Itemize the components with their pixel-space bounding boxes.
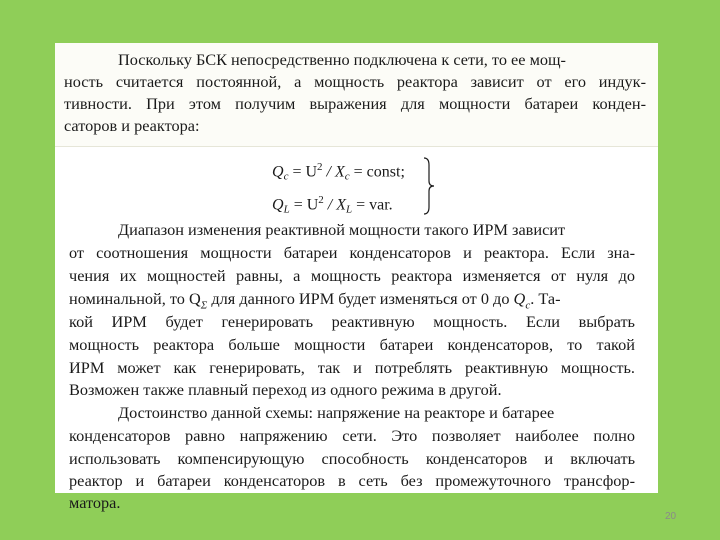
body-line: мощность реактора больше мощности батареи конденсаторов, то такой [69,335,635,354]
body-line: Диапазон изменения реактивной мощности такого ИРМ зависит [118,220,566,239]
page-number: 20 [665,511,677,522]
body-line: реактор и батареи конденсаторов в сеть без промежуточного трансфор- [69,471,635,490]
intro-line: ность считается постоянной, а мощность реактора зависит от его индук- [64,72,646,91]
body-line: матора. [69,493,121,512]
formula-ql: $Q_L = U^2 / X_L$ = var. [272,194,393,216]
body-line: Возможен также плавный переход из одного режима в другой. [69,380,502,399]
body-line: от соотношения мощности батареи конденсаторов и реактора. Если зна- [69,243,635,262]
body-line: номинальной, то $Q_\Sigma$ для данного ИРМ будет изменяться от 0 до $Q_c$. Та- [69,289,561,312]
formula-qc: $Q_c = U^2 / X_c$ = const; [272,161,405,183]
right-brace-icon [423,157,435,215]
body-line: чения их мощностей равны, а мощность реактора изменяется от нуля до [69,266,635,285]
body-line: кой ИРМ будет генерировать реактивную мощность. Если выбрать [69,312,635,331]
intro-line: Поскольку БСК непосредственно подключена к сети, то ее мощ- [118,50,566,69]
intro-line: тивности. При этом получим выражения для мощности батареи конден- [64,94,646,113]
body-line: ИРМ может как генерировать, так и потреблять реактивную мощность. [69,358,635,377]
body-line: конденсаторов равно напряжению сети. Это позволяет наиболее полно [69,426,635,445]
intro-line: саторов и реактора: [64,116,200,135]
body-line: использовать компенсирующую способность конденсаторов и включать [69,449,635,468]
body-line: Достоинство данной схемы: напряжение на реакторе и батарее [118,403,555,422]
